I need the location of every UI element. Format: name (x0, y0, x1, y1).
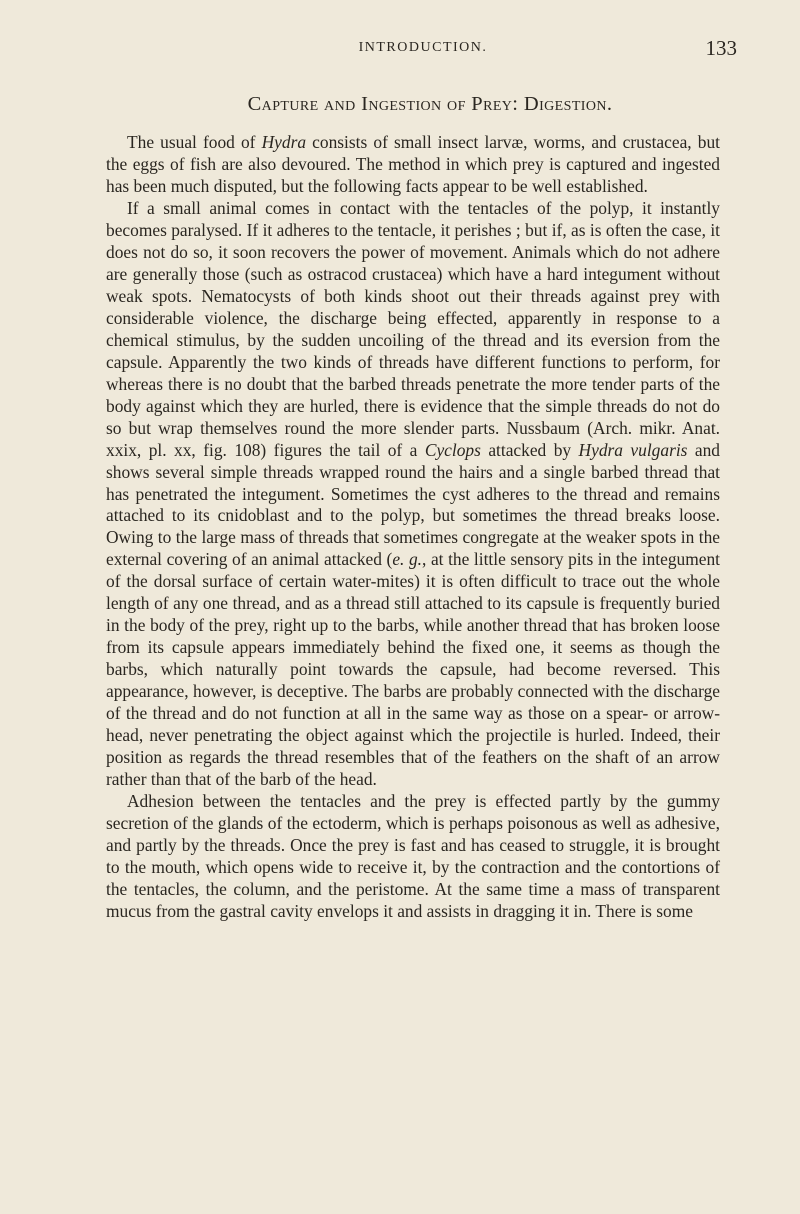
italic-text-run: Hydra (261, 132, 307, 152)
running-head (133, 36, 737, 66)
text-run: , at the little sensory pits in the integument of the dorsal surface of certain water-mites) it is often difficult to trace out the whole length of any one thread, and as a thread still attached to its capsule is frequently buried in the body of the prey, right up to the barbs, while another thread that has broken loose from its capsule appears immediately behind the fixed one, it seems as though the barbs, which naturally point towards the capsule, had become reversed. This appearance, however, is deceptive. The barbs are probably connected with the discharge of the thread and do not function at all in the same way as those on a spear- or arrow-head, never penetrating the object against which the projectile is hurled. Indeed, their position as regards the thread resembles that of the feathers on the shaft of an arrow rather than that of the barb of the head. (106, 549, 720, 790)
text-run: and shows several simple threads wrapped round the hairs and a single barbed thread that has penetrated the integument. Sometimes the cyst adheres to the thread and remains attached to its cnidoblast and to the polyp, but sometimes the thread breaks loose. Owing to the large mass of threads that sometimes congregate at the weaker spots in the external covering of an animal attacked ( (106, 439, 720, 570)
text-run: Adhesion between the tentacles and the prey is effected partly by the gummy secretion of the glands of the ectoderm, which is perhaps poisonous as well as adhesive, and partly by the threads. Once the prey is fast and has ceased to struggle, it is brought to the mouth, which opens wide to receive it, by the contraction and the contortions of the tentacles, the column, and the peristome. At the same time a mass of transparent mucus from the gastral cavity envelops it and assists in dragging it in. There is some (106, 791, 720, 921)
body-text (106, 132, 720, 923)
paragraph (106, 791, 720, 923)
text-run: If a small animal comes in contact with the tentacles of the polyp, it instantly becomes paralysed. If it adheres to the tentacle, it perishes ; but if, as is often the case, it does not do so, it soon recovers the power of movement. Animals which do not adhere are generally those (such as ostracod crustacea) which have a hard integument without weak spots. Nematocysts of both kinds shoot out their threads against prey with considerable violence, the discharge being effected, apparently in response to a chemical stimulus, by the sudden uncoiling of the thread and its eversion from the capsule. Apparently the two kinds of threads have different functions to perform, for whereas there is no doubt that the barbed threads penetrate the more tender parts of the body against which they are hurled, there is evidence that the simple threads do not do so but wrap themselves round the more slender parts. Nussbaum (Arch. mikr. Anat. xxix, pl. xx, fig. 108) figures the tail of a (106, 197, 720, 460)
paragraph (106, 198, 720, 791)
paragraph (106, 132, 720, 198)
text-run: consists of small insect larvæ, worms, and crustacea, but the eggs of fish are also devoured. The method in which prey is captured and ingested has been much disputed, but the following facts appear to be well established. (106, 132, 720, 196)
section-heading: Capture and Ingestion of Prey: Digestion. (247, 93, 613, 115)
italic-text-run: Hydra vulgaris (578, 439, 688, 460)
italic-text-run: Cyclops (424, 439, 481, 460)
text-run: The usual food of (127, 132, 262, 152)
page-number: 133 (705, 36, 737, 60)
text-run: attacked by (480, 439, 579, 460)
running-title: INTRODUCTION. (358, 40, 488, 55)
italic-text-run: e. g. (392, 549, 423, 570)
